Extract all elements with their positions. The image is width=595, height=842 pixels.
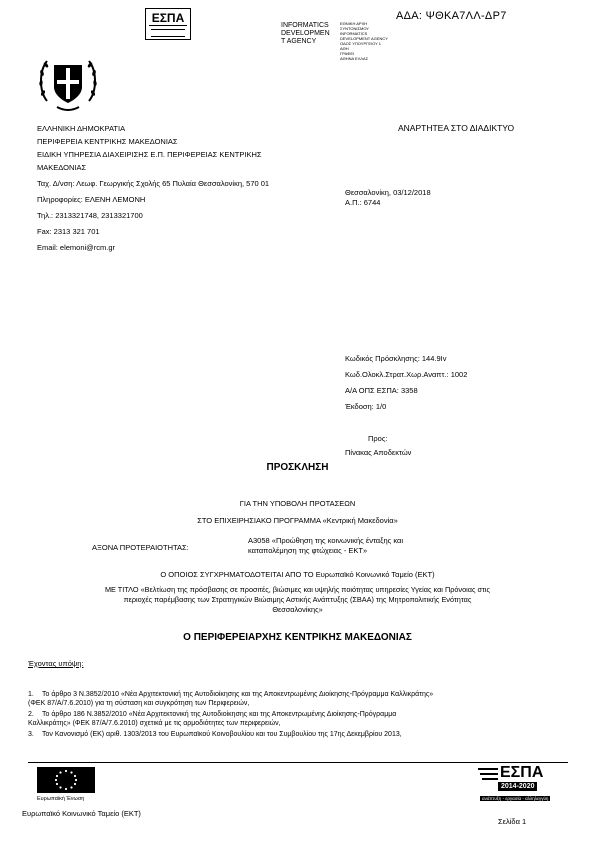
eu-flag-icon [37, 767, 95, 793]
agency-small-1: ΕΘΝΙΚΗ ΑΡΧΗ [340, 21, 368, 26]
eu-caption: Ευρωπαϊκή Ένωση [37, 796, 85, 802]
item-text-line-1: Τον Κανονισμό (ΕΚ) αριθ. 1303/2013 του Ευρωπαϊκού Κοινοβουλίου και του Συμβουλίου της 17ης Δεκεμβρίου 2013, [42, 731, 402, 738]
considering-label: Έχοντας υπόψη: [28, 659, 84, 668]
subtitle-1: ΓΙΑ ΤΗΝ ΥΠΟΒΟΛΗ ΠΡΟΤΑΣΕΩΝ [239, 499, 356, 508]
item-text-line-2: Καλλικράτης» (ΦΕΚ 87/Α/7.6.2010) σχετικά με τις αρμοδιότητες των περιφερειών, [28, 720, 281, 727]
footer-divider [28, 762, 568, 763]
espa-header-logo-text: ΕΣΠΑ [149, 11, 187, 26]
agency-line-2: DEVELOPMEN [281, 30, 330, 37]
axis-label: ΑΞΟΝΑ ΠΡΟΤΕΡΑΙΟΤΗΤΑΣ: [92, 543, 189, 552]
call-info-block [345, 354, 467, 418]
recipients-label: Προς: [368, 434, 388, 443]
subject-title [20, 585, 575, 615]
considerations-list [28, 690, 568, 739]
subtitle-2: ΣΤΟ ΕΠΙΧΕΙΡΗΣΙΑΚΟ ΠΡΟΓΡΑΜΜΑ «Κεντρική Μακεδονία» [197, 516, 398, 525]
espa-stripes-icon [478, 766, 500, 784]
axis-value [248, 536, 403, 556]
espa-header-logo [145, 8, 191, 40]
sender-line-2: ΠΕΡΙΦΕΡΕΙΑ ΚΕΝΤΡΙΚΗΣ ΜΑΚΕΔΟΝΙΑΣ [37, 137, 178, 146]
regional-governor-heading: Ο ΠΕΡΙΦΕΡΕΙΑΡΧΗΣ ΚΕΝΤΡΙΚΗΣ ΜΑΚΕΔΟΝΙΑΣ [183, 632, 412, 643]
agency-name [281, 22, 341, 46]
ops-number: Α/Α ΟΠΣ ΕΣΠΑ: 3358 [345, 386, 418, 395]
sender-line-5: Ταχ. Δ/νση: Λεωφ. Γεωργικής Σχολής 65 Πυλαία Θεσσαλονίκη, 570 01 [37, 179, 270, 188]
agency-small-7: ΓΡΑΦΕΙ [340, 51, 355, 56]
sender-line-1: ΕΛΛΗΝΙΚΗ ΔΗΜΟΚΡΑΤΙΑ [37, 124, 126, 133]
espa-header-logo-stripes [151, 29, 185, 37]
agency-small-4: DEVELOPMENT AGENCY [340, 36, 388, 41]
sender-line-6: Πληροφορίες: ΕΛΕΝΗ ΛΕΜΟΝΗ [37, 195, 146, 204]
sender-line-7: Τηλ.: 2313321748, 2313321700 [37, 211, 143, 220]
page-number: Σελίδα 1 [498, 817, 527, 826]
list-item [28, 690, 568, 708]
agency-small-5: ΟΔΟΣ ΥΠΟΥΡΓΕΙΟΥ 1 [340, 41, 382, 46]
published-online-note: ΑΝΑΡΤΗΤΕΑ ΣΤΟ ΔΙΑΔΙΚΤΥΟ [398, 123, 515, 133]
item-number: 2. [28, 711, 34, 718]
recipients-value: Πίνακας Αποδεκτών [345, 448, 412, 457]
sender-block [37, 124, 357, 256]
sender-line-4: ΜΑΚΕΔΟΝΙΑΣ [37, 163, 87, 172]
version: Έκδοση: 1/0 [345, 402, 387, 411]
subject-line-1: ΜΕ ΤΙΤΛΟ «Βελτίωση της πρόσβασης σε προσιτές, βιώσιμες και υψηλής ποιότητας υπηρεσίες Υγείας και Πρόνοιας στις [104, 585, 491, 594]
sender-line-9: Email: elemoni@rcm.gr [37, 243, 116, 252]
greek-coat-of-arms-icon [37, 53, 99, 113]
document-title: ΠΡΟΣΚΛΗΣΗ [266, 462, 329, 473]
agency-line-1: INFORMATICS [281, 22, 329, 29]
espa-footer-logo-text: ΕΣΠΑ [500, 764, 544, 781]
agency-small-2: ΣΥΝΤΟΝΙΣΜΟΥ [340, 26, 369, 31]
ada-code: ΑΔΑ: ΨΘΚΑ7ΛΛ-ΔΡ7 [396, 10, 507, 22]
espa-years: 2014-2020 [498, 782, 537, 791]
item-text-line-2: (ΦΕΚ 87/Α/7.6.2010) για τη σύσταση και συγκρότηση των Περιφερειών, [28, 700, 250, 707]
item-number: 1. [28, 691, 34, 698]
sender-line-8: Fax: 2313 321 701 [37, 227, 100, 236]
axis-value-line-1: Α3058 «Προώθηση της κοινωνικής ένταξης και [248, 536, 404, 545]
fund-name: Ευρωπαϊκό Κοινωνικό Ταμείο (ΕΚΤ) [22, 809, 141, 818]
agency-small-6: ΑΘΗ [340, 46, 349, 51]
espa-tagline: ανάπτυξη - εργασία - αλληλεγγύη [482, 796, 549, 801]
item-text-line-1: Το άρθρο 186 Ν.3852/2010 «Νέα Αρχιτεκτονική της Αυτοδιοίκησης και της Αποκεντρωμένης Διοίκησης-Πρόγραμμα [42, 711, 397, 718]
agency-small-8: ΑΘΗΝΑ ΕΛΛΑΣ [340, 56, 369, 61]
cofinanced-note: Ο ΟΠΟΙΟΣ ΣΥΓΧΡΗΜΑΤΟΔΟΤΕΙΤΑΙ ΑΠΟ ΤΟ Ευρωπαϊκό Κοινωνικό Ταμείο (ΕΚΤ) [160, 570, 435, 579]
agency-small-text [340, 21, 400, 61]
document-date: Θεσσαλονίκη, 03/12/2018 [345, 188, 431, 197]
list-item [28, 730, 568, 739]
axis-value-line-2: καταπολέμηση της φτώχειας - ΕΚΤ» [248, 546, 368, 555]
list-item [28, 710, 568, 728]
item-number: 3. [28, 731, 34, 738]
espa-footer-logo [478, 764, 550, 796]
item-text-line-1: Το άρθρο 3 Ν.3852/2010 «Νέα Αρχιτεκτονική της Αυτοδιοίκησης και της Αποκεντρωμένης Διοίκησης-Πρόγραμμα Καλλικράτης» [42, 691, 434, 698]
sender-line-3: ΕΙΔΙΚΗ ΥΠΗΡΕΣΙΑ ΔΙΑΧΕΙΡΙΣΗΣ Ε.Π. ΠΕΡΙΦΕΡΕΙΑΣ ΚΕΝΤΡΙΚΗΣ [37, 150, 262, 159]
subject-line-3: Θεσσαλονίκης» [272, 605, 323, 614]
strategy-code: Κωδ.Ολοκλ.Στρατ.Χωρ.Αναπτ.: 1002 [345, 370, 468, 379]
subject-line-2: περιοχές παρέμβασης των Στρατηγικών Βιώσιμης Αστικής Ανάπτυξης (ΣΒΑΑ) της Μητροπολιτικής Ενότητας [123, 595, 472, 604]
agency-line-3: T AGENCY [281, 38, 317, 45]
agency-small-3: INFORMATICS [340, 31, 368, 36]
protocol-number: Α.Π.: 6744 [345, 198, 381, 207]
call-code: Κωδικός Πρόσκλησης: 144.9Iv [345, 354, 447, 363]
